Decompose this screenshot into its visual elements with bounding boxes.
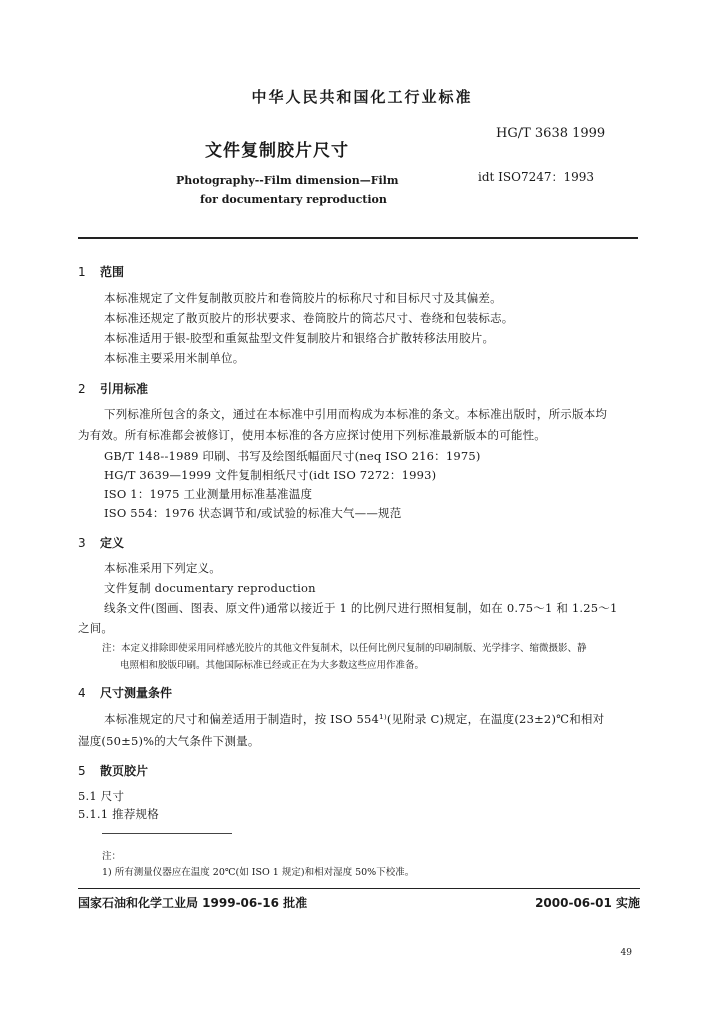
section-title: 散页胶片 <box>100 764 149 778</box>
section-5-heading <box>78 762 148 779</box>
section-1-para-1: 本标准规定了文件复制散页胶片和卷筒胶片的标称尺寸和目标尺寸及其偏差。 <box>104 291 502 305</box>
section-4-para-2: 湿度(50±5)%的大气条件下测量。 <box>78 734 260 748</box>
footnote-divider <box>102 833 232 834</box>
section-1-para-2: 本标准还规定了散页胶片的形状要求、卷筒胶片的筒芯尺寸、卷绕和包装标志。 <box>104 311 514 325</box>
section-title: 引用标准 <box>100 382 149 396</box>
definition-note-1: 注：本定义排除即使采用同样感光胶片的其他文件复制术，以任何比例尺复制的印刷制版、光学排字、缩微摄影、静 <box>102 643 587 654</box>
section-4-heading <box>78 684 172 701</box>
section-4-para-1: 本标准规定的尺寸和偏差适用于制造时，按 ISO 554¹⁾(见附录 C)规定，在温度(23±2)℃和相对 <box>104 712 605 726</box>
page-number: 49 <box>620 948 632 958</box>
section-number: 4 <box>78 686 86 700</box>
reference-item: GB/T 148--1989 印刷、书写及绘图纸幅面尺寸(neq ISO 216：1975) <box>104 449 481 463</box>
section-2-heading <box>78 380 148 397</box>
reference-item: HG/T 3639—1999 文件复制相纸尺寸(idt ISO 7272：1993) <box>104 468 437 482</box>
section-title: 定义 <box>100 536 125 550</box>
definition-term: 文件复制 documentary reproduction <box>104 581 316 595</box>
reference-item: ISO 554：1976 状态调节和/或试验的标准大气——规范 <box>104 506 402 520</box>
section-1-heading <box>78 263 124 280</box>
section-number: 2 <box>78 382 86 396</box>
section-2-intro-1: 下列标准所包含的条文，通过在本标准中引用而构成为本标准的条文。本标准出版时，所示版本均 <box>104 407 608 421</box>
definition-text-2: 之间。 <box>78 621 114 635</box>
definition-note-2: 电照相和胶版印刷。其他国际标准已经或正在为大多数这些应用作准备。 <box>120 660 425 671</box>
section-number: 5 <box>78 764 86 778</box>
section-1-para-3: 本标准适用于银-胶型和重氮盐型文件复制胶片和银络合扩散转移法用胶片。 <box>104 331 495 345</box>
english-title-line-1: Photography--Film dimension—Film <box>176 174 399 187</box>
section-title: 尺寸测量条件 <box>100 686 173 700</box>
section-3-heading <box>78 534 124 551</box>
footnote-text: 1) 所有测量仪器应在温度 20℃(如 ISO 1 规定)和相对湿度 50%下校准。 <box>102 867 415 878</box>
reference-item: ISO 1：1975 工业测量用标准基准温度 <box>104 487 313 501</box>
subsection-5-1: 5.1 尺寸 <box>78 789 125 803</box>
implementation-date: 2000-06-01 实施 <box>535 896 640 910</box>
section-2-intro-2: 为有效。所有标准都会被修订，使用本标准的各方应探讨使用下列标准最新版本的可能性。 <box>78 428 546 442</box>
section-number: 1 <box>78 265 86 279</box>
section-title: 范围 <box>100 265 125 279</box>
section-1-para-4: 本标准主要采用米制单位。 <box>104 351 245 365</box>
idt-reference: idt ISO7247：1993 <box>478 170 595 184</box>
standard-code: HG/T 3638 1999 <box>496 126 606 141</box>
approval-date: 国家石油和化学工业局 1999-06-16 批准 <box>78 896 308 910</box>
standard-title: 中华人民共和国化工行业标准 <box>251 88 473 106</box>
english-title-line-2: for documentary reproduction <box>200 193 387 206</box>
footer-divider <box>78 888 640 889</box>
section-3-para-1: 本标准采用下列定义。 <box>104 561 221 575</box>
document-title: 文件复制胶片尺寸 <box>205 141 349 161</box>
definition-text-1: 线条文件(图画、图表、原文件)通常以接近于 1 的比例尺进行照相复制，如在 0.75～1 和 1.25～1 <box>104 601 618 615</box>
footnote-label: 注： <box>102 851 122 862</box>
header-divider <box>78 237 638 239</box>
subsection-5-1-1: 5.1.1 推荐规格 <box>78 807 159 821</box>
section-number: 3 <box>78 536 86 550</box>
